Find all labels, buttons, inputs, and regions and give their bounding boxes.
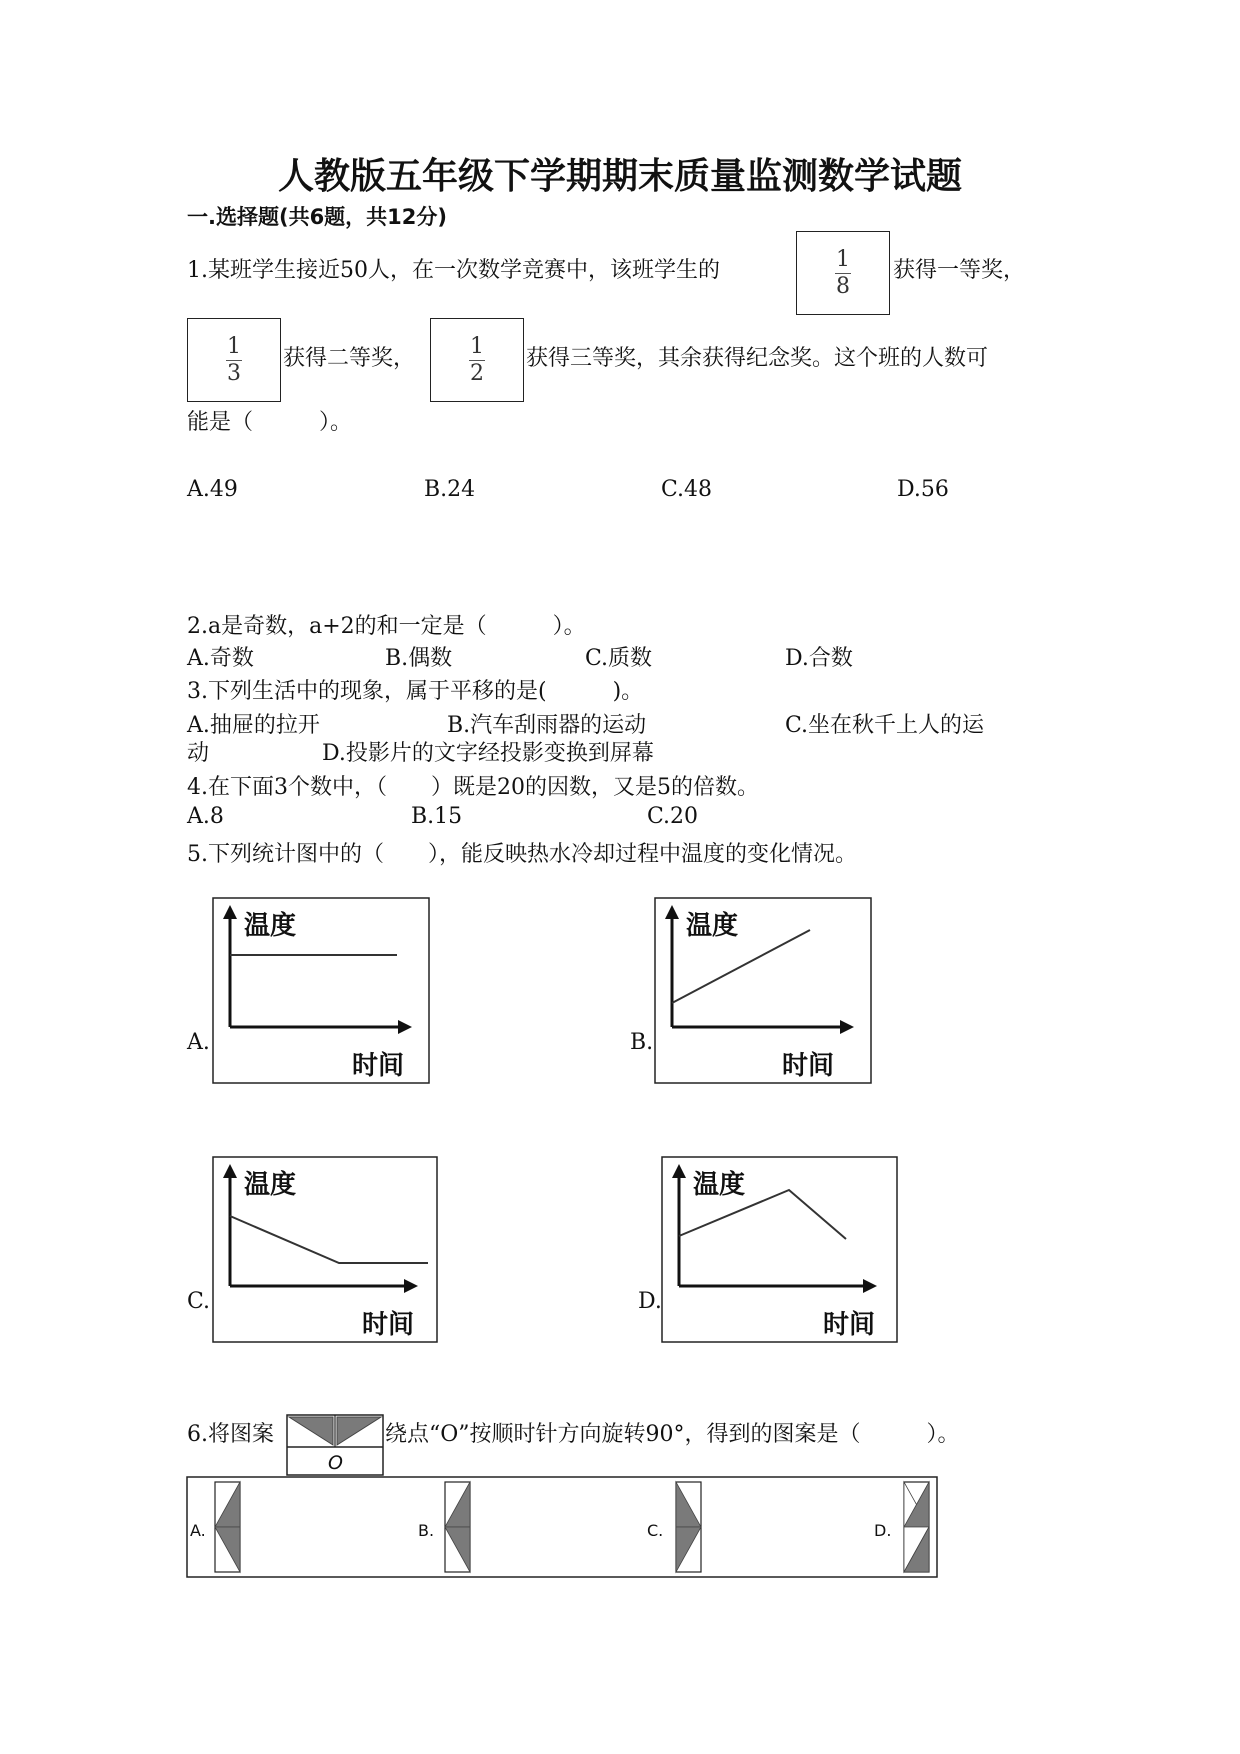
q3-option-b[interactable]: B.汽车刮雨器的运动 [447, 713, 647, 738]
q1-text-part4: 获得三等奖，其余获得纪念奖。这个班的人数可 [526, 346, 989, 371]
q5-option-d-label[interactable]: D. [638, 1289, 662, 1314]
fraction-numerator: 1 [227, 333, 241, 359]
fraction-denominator: 8 [836, 273, 850, 299]
fraction-one-third [187, 318, 281, 402]
fraction-one-eighth [796, 231, 890, 315]
q6-options-panel [186, 1476, 938, 1579]
q2-text: 2.a是奇数，a+2的和一定是（ ）。 [187, 614, 586, 639]
q3-option-a[interactable]: A.抽屉的拉开 [187, 713, 320, 738]
graph-option-c[interactable] [212, 1156, 438, 1343]
q6-option-c-label: C. [647, 1521, 664, 1540]
y-axis-label: 温度 [693, 1170, 746, 1200]
y-axis-label: 温度 [244, 911, 297, 941]
q5-option-b-label[interactable]: B. [630, 1030, 654, 1055]
q6-option-b-label: B. [418, 1521, 435, 1540]
q1-text-part1: 1.某班学生接近50人，在一次数学竞赛中，该班学生的 [187, 258, 720, 283]
q5-text: 5.下列统计图中的（ ），能反映热水冷却过程中温度的变化情况。 [187, 842, 857, 867]
q1-text-part3: 获得二等奖， [283, 346, 416, 371]
q5-option-c-label[interactable]: C. [187, 1289, 211, 1314]
q4-text: 4.在下面3个数中，（ ）既是20的因数，又是5的倍数。 [187, 775, 759, 800]
q1-text-part2: 获得一等奖， [893, 258, 1026, 283]
section-heading: 一.选择题(共6题，共12分) [187, 205, 448, 229]
x-axis-label: 时间 [782, 1051, 835, 1081]
q3-option-c-continued: 动 [187, 741, 210, 766]
q2-option-c[interactable]: C.质数 [585, 646, 653, 671]
y-axis-label: 温度 [686, 911, 739, 941]
x-axis-label: 时间 [823, 1310, 876, 1340]
q4-option-b[interactable]: B.15 [411, 804, 463, 829]
q1-option-d[interactable]: D.56 [897, 477, 949, 502]
fraction-one-half [430, 318, 524, 402]
q6-text-after: 绕点“O”按顺时针方向旋转90°，得到的图案是（ ）。 [385, 1422, 960, 1447]
q6-text-before: 6.将图案 [187, 1422, 274, 1447]
page-title: 人教版五年级下学期期末质量监测数学试题 [277, 156, 962, 197]
q6-option-a-label: A. [190, 1521, 206, 1540]
q2-option-d[interactable]: D.合数 [785, 646, 853, 671]
q1-option-c[interactable]: C.48 [661, 477, 713, 502]
x-axis-label: 时间 [352, 1051, 405, 1081]
fraction-numerator: 1 [470, 333, 484, 359]
q2-option-a[interactable]: A.奇数 [187, 646, 254, 671]
q3-option-d[interactable]: D.投影片的文字经投影变换到屏幕 [322, 741, 654, 766]
y-axis-label: 温度 [244, 1170, 297, 1200]
q5-option-a-label[interactable]: A. [187, 1030, 210, 1055]
q3-option-c[interactable]: C.坐在秋千上人的运 [785, 713, 985, 738]
graph-option-d[interactable] [661, 1156, 898, 1343]
graph-option-b[interactable] [654, 897, 872, 1084]
q1-option-b[interactable]: B.24 [424, 477, 476, 502]
q1-option-a[interactable]: A.49 [187, 477, 238, 502]
q2-option-b[interactable]: B.偶数 [385, 646, 453, 671]
q3-text: 3.下列生活中的现象，属于平移的是( )。 [187, 679, 644, 704]
q4-option-c[interactable]: C.20 [647, 804, 699, 829]
fraction-denominator: 2 [470, 360, 484, 386]
q1-text-part5: 能是（ ）。 [187, 410, 353, 435]
fraction-numerator: 1 [836, 246, 850, 272]
fraction-denominator: 3 [227, 360, 241, 386]
graph-option-a[interactable] [212, 897, 430, 1084]
x-axis-label: 时间 [362, 1310, 415, 1340]
q4-option-a[interactable]: A.8 [187, 804, 224, 829]
rotation-pattern [286, 1414, 384, 1476]
pivot-label: O [328, 1452, 343, 1474]
q6-option-d-label: D. [874, 1521, 892, 1540]
